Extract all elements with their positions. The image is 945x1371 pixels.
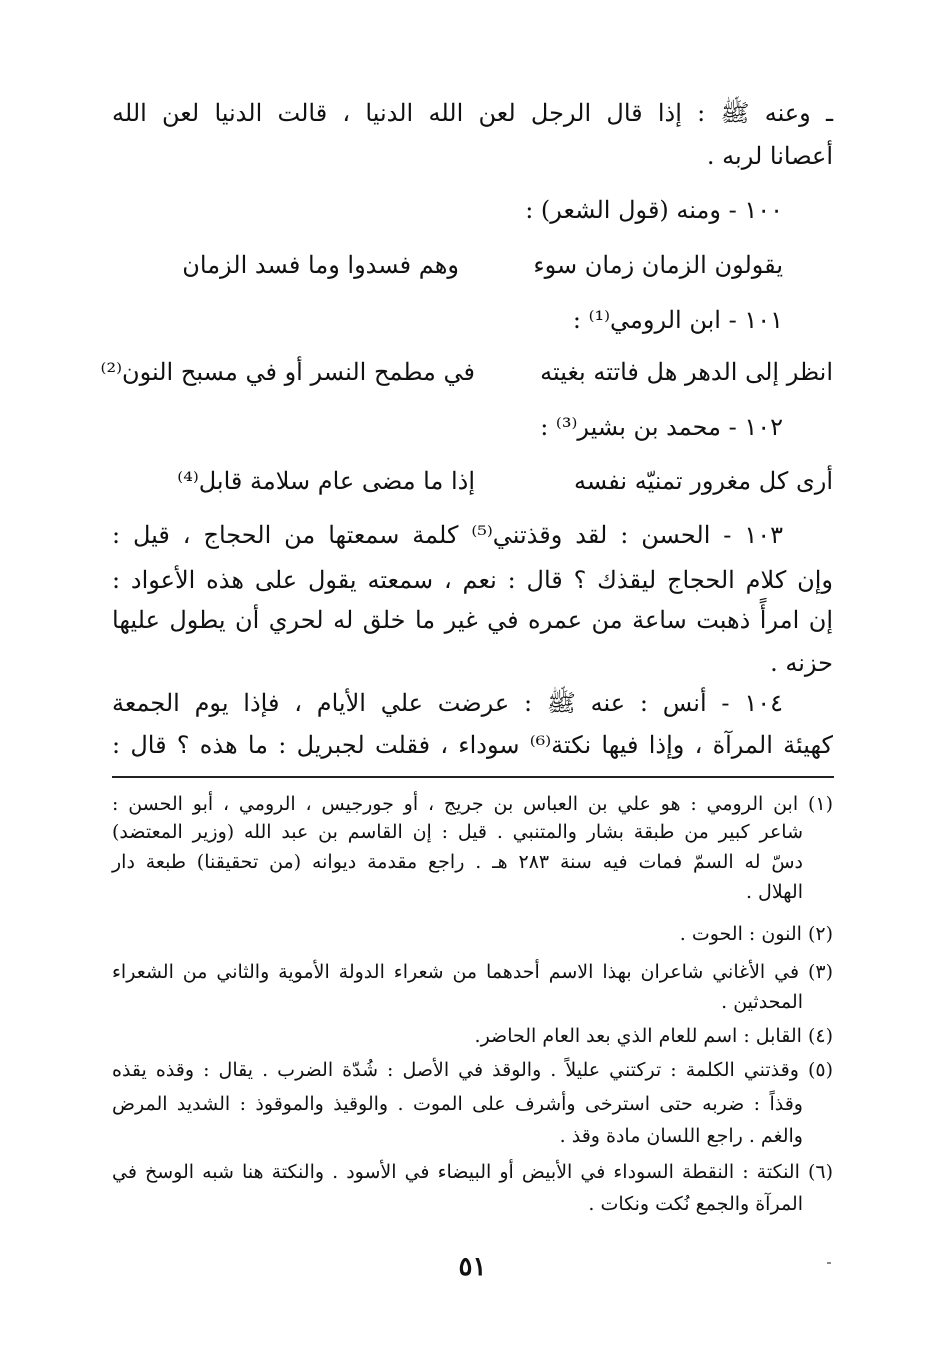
footnote-1-line-1: (١) ابن الرومي : هو علي بن العباس بن جريج ، أو جورجيس ، الرومي ، أبو الحسن : xyxy=(112,793,833,815)
text-line-104-2: كهيئة المرآة ، وإذا فيها نكتة⁽⁶⁾ سوداء ، فقلت لجبريل : ما هذه ؟ قال : xyxy=(112,731,833,759)
text-line-103-3: إن امرأً ذهبت ساعة من عمره في غير ما خلق له لحري أن يطول عليها xyxy=(112,606,833,634)
text-line-103-1: ١٠٣ - الحسن : لقد وقذتني⁽⁵⁾ كلمة سمعتها من الحجاج ، قيل : xyxy=(112,521,783,549)
footnote-separator xyxy=(112,776,834,778)
verse-3-first-hemistich: أرى كل مغرور تمنيّه نفسه xyxy=(573,467,833,495)
section-100-heading: ١٠٠ - ومنه (قول الشعر) : xyxy=(525,196,783,224)
footnote-1-line-4: الهلال . xyxy=(745,881,803,903)
text-line-103-2: وإن كلام الحجاج ليقذك ؟ قال : نعم ، سمعته يقول على هذه الأعواد : xyxy=(112,566,833,594)
page-number: ٥١ xyxy=(458,1252,487,1282)
verse-2-second-hemistich: في مطمح النسر أو في مسبح النون⁽²⁾ xyxy=(100,358,475,386)
text-line-1: ـ وعنه ﷺ : إذا قال الرجل لعن الله الدنيا ، قالت الدنيا لعن الله xyxy=(112,99,833,127)
verse-1-first-hemistich: يقولون الزمان زمان سوء xyxy=(533,251,783,279)
verse-2-first-hemistich: انظر إلى الدهر هل فاتته بغيته xyxy=(540,358,833,386)
text-line-2: أعصانا لربه . xyxy=(706,142,833,170)
footnote-5-line-2: وقذاً : ضربه حتى استرخى وأشرف على الموت . والوقيذ والموقوذ : الشديد المرض xyxy=(112,1093,803,1115)
text-line-104-1: ١٠٤ - أنس : عنه ﷺ : عرضت علي الأيام ، فإذا يوم الجمعة xyxy=(112,689,783,717)
footnote-2: (٢) النون : الحوت . xyxy=(679,923,833,945)
section-102-heading: ١٠٢ - محمد بن بشير⁽³⁾ : xyxy=(540,413,783,441)
verse-3-second-hemistich: إذا ما مضى عام سلامة قابل⁽⁴⁾ xyxy=(177,467,475,495)
text-line-103-4: حزنه . xyxy=(770,649,833,677)
footnote-5-line-3: والغم . راجع اللسان مادة وقذ . xyxy=(559,1125,803,1147)
footnote-4: (٤) القابل : اسم للعام الذي بعد العام الحاضر. xyxy=(474,1025,833,1047)
footnote-5-line-1: (٥) وقذتني الكلمة : تركتني عليلاً . والوقذ في الأصل : شُدّة الضرب . يقال : وقذه يقذه xyxy=(112,1059,833,1081)
footnote-1-line-3: دسّ له السمّ فمات فيه سنة ٢٨٣ هـ . راجع مقدمة ديوانه (من تحقيقنا) طبعة دار xyxy=(112,851,803,873)
scan-speck xyxy=(827,1262,831,1264)
footnote-6-line-2: المرآة والجمع نُكت ونكات . xyxy=(588,1193,803,1215)
verse-1-second-hemistich: وهم فسدوا وما فسد الزمان xyxy=(182,251,459,279)
section-101-heading: ١٠١ - ابن الرومي⁽¹⁾ : xyxy=(572,306,783,334)
footnote-3-line-1: (٣) في الأغاني شاعران بهذا الاسم أحدهما من شعراء الدولة الأموية والثاني من الشعراء xyxy=(112,961,833,983)
footnote-6-line-1: (٦) النكتة : النقطة السوداء في الأبيض أو البيضاء في الأسود . والنكتة هنا شبه الوسخ في xyxy=(112,1161,833,1183)
footnote-1-line-2: شاعر كبير من طبقة بشار والمتنبي . قيل : إن القاسم بن عبد الله (وزير المعتضد) xyxy=(112,821,803,843)
footnote-3-line-2: المحدثين . xyxy=(721,991,803,1013)
